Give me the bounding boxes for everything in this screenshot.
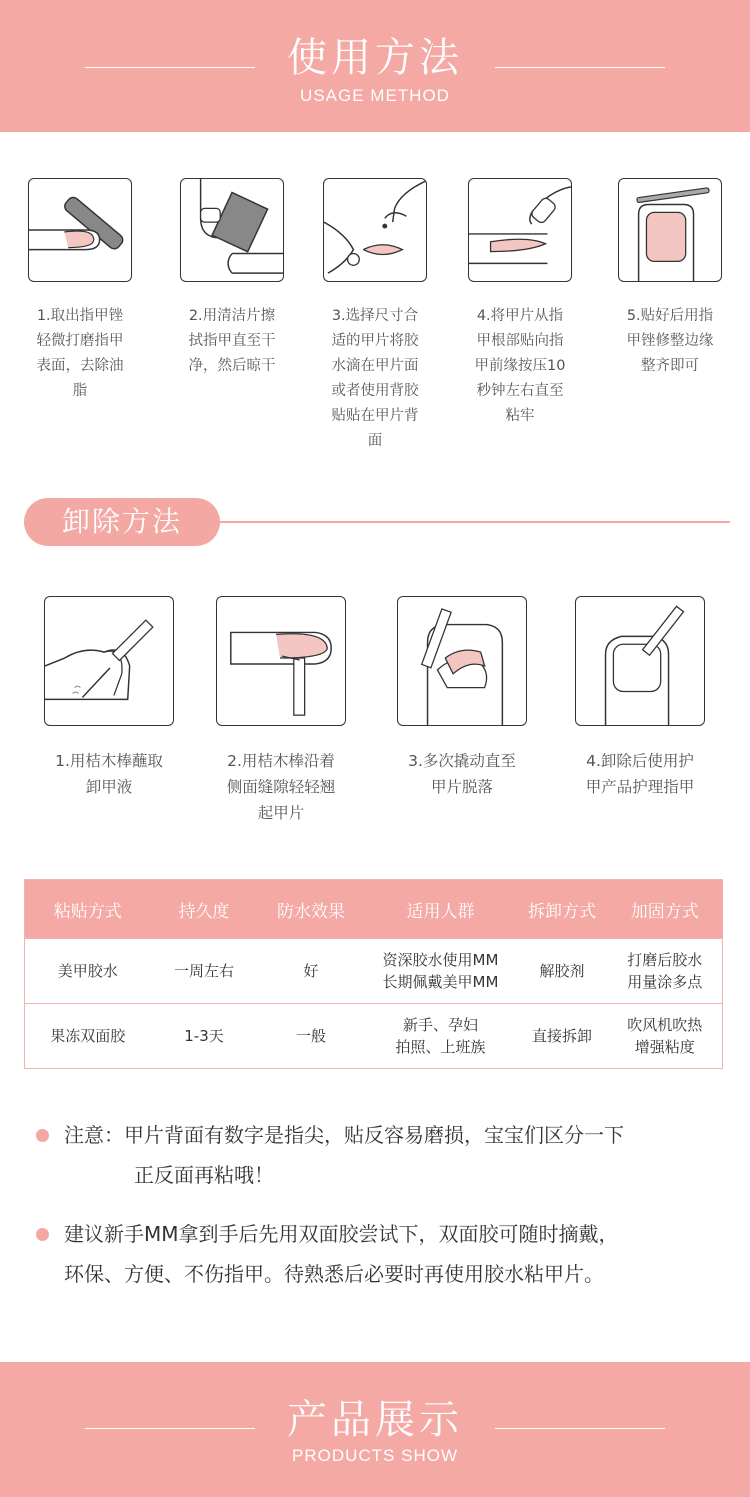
table-row (25, 939, 723, 1004)
trim-edge-icon (618, 178, 722, 282)
note-2-line-2: 环保、方便、不伤指甲。待熟悉后必要时再使用胶水粘甲片。 (64, 1262, 604, 1286)
text-line: 表面，去除油 (36, 358, 124, 374)
table-header-cell: 持久度 (151, 880, 258, 939)
text-line: 2.用清洁片擦 (188, 308, 276, 324)
cell-line: 打磨后胶水 (627, 951, 703, 969)
table-cell (608, 939, 723, 1004)
products-header-banner (0, 1362, 750, 1497)
table-header-cell: 防水效果 (258, 880, 365, 939)
cell-line: 一般 (295, 1027, 326, 1045)
text-line: 甲片脱落 (430, 778, 493, 796)
table-cell (151, 1004, 258, 1069)
text-line: 整齐即可 (641, 358, 699, 374)
cell-line: 新手、孕妇 (402, 1016, 478, 1034)
note-1-line-2: 正反面再粘哦！ (134, 1163, 274, 1187)
removal-step-1-text (29, 748, 189, 800)
bullet-dot-icon (36, 1228, 49, 1241)
comparison-table (24, 879, 723, 1069)
table-cell (25, 1004, 151, 1069)
pry-side-icon (216, 596, 346, 726)
table-cell (365, 1004, 517, 1069)
text-line: 秒钟左右直至 (476, 383, 564, 399)
usage-subtitle: USAGE METHOD (300, 86, 450, 105)
usage-step-2-text (170, 304, 294, 379)
usage-step-3-text (313, 304, 437, 454)
removal-title: 卸除方法 (24, 498, 220, 546)
cell-line: 解胶剂 (539, 962, 585, 980)
cell-line: 用量涂多点 (627, 973, 703, 991)
text-line: 4.卸除后使用护 (586, 752, 694, 770)
text-line: 甲产品护理指甲 (585, 778, 695, 796)
table-cell (151, 939, 258, 1004)
text-line: 水滴在甲片面 (331, 358, 419, 374)
cell-line: 增强粘度 (634, 1038, 695, 1056)
text-line: 1.用桔木棒蘸取 (55, 752, 163, 770)
table-row (25, 1004, 723, 1069)
text-line: 1.取出指甲锉 (36, 308, 124, 324)
glue-drop-icon (323, 178, 427, 282)
text-line: 甲根部贴向指 (476, 333, 564, 349)
text-line: 甲前缘按压10 (474, 358, 566, 374)
text-line: 甲锉修整边缘 (626, 333, 714, 349)
table-cell (365, 939, 517, 1004)
cell-line: 直接拆卸 (531, 1027, 592, 1045)
removal-divider (220, 521, 730, 523)
orange-stick-remover-icon (44, 596, 174, 726)
note-2 (36, 1214, 726, 1294)
cell-line: 一周左右 (173, 962, 234, 980)
text-line: 粘牢 (505, 408, 535, 424)
cell-line: 拍照、上班族 (395, 1038, 486, 1056)
products-title: 产品展示 (287, 1397, 463, 1443)
table-cell (608, 1004, 723, 1069)
usage-step-4-text (458, 304, 582, 429)
removal-step-4-text (560, 748, 720, 800)
table-cell (25, 939, 151, 1004)
cell-line: 吹风机吹热 (627, 1016, 703, 1034)
note-2-line-1: 建议新手MM拿到手后先用双面胶尝试下，双面胶可随时摘戴， (64, 1222, 619, 1246)
cell-line: 好 (303, 962, 319, 980)
text-line: 面 (367, 433, 383, 449)
text-line: 贴贴在甲片背 (331, 408, 419, 424)
text-line: 4.将甲片从指 (476, 308, 564, 324)
nail-file-buffing-icon (28, 178, 132, 282)
table-header-cell: 拆卸方式 (517, 880, 608, 939)
table-cell (258, 1004, 365, 1069)
text-line: 3.选择尺寸合 (331, 308, 419, 324)
press-nail-icon (468, 178, 572, 282)
table-header-row (25, 880, 723, 939)
text-line: 卸甲液 (85, 778, 133, 796)
cell-line: 果冻双面胶 (50, 1027, 126, 1045)
usage-header-banner (0, 0, 750, 132)
usage-title: 使用方法 (287, 35, 463, 81)
nail-care-icon (575, 596, 705, 726)
text-line: 3.多次撬动直至 (408, 752, 516, 770)
removal-step-3-text (382, 748, 542, 800)
cell-line: 长期佩戴美甲MM (382, 973, 499, 991)
cleaning-pad-icon (180, 178, 284, 282)
text-line: 侧面缝隙轻轻翘 (226, 778, 336, 796)
text-line: 5.贴好后用指 (626, 308, 714, 324)
cell-line: 美甲胶水 (57, 962, 118, 980)
text-line: 脂 (72, 383, 88, 399)
table-cell (517, 939, 608, 1004)
cell-line: 资深胶水使用MM (382, 951, 499, 969)
note-1 (36, 1115, 726, 1195)
products-subtitle: PRODUCTS SHOW (292, 1446, 458, 1465)
usage-step-1-text (18, 304, 142, 404)
table-header-cell: 粘贴方式 (25, 880, 151, 939)
text-line: 起甲片 (257, 804, 305, 822)
text-line: 适的甲片将胶 (331, 333, 419, 349)
cell-line: 1-3天 (184, 1027, 224, 1045)
table-header-cell: 加固方式 (608, 880, 723, 939)
removal-step-2-text (201, 748, 361, 826)
text-line: 拭指甲直至干 (188, 333, 276, 349)
table-cell (258, 939, 365, 1004)
usage-step-5-text (608, 304, 732, 379)
table-cell (517, 1004, 608, 1069)
text-line: 净，然后晾干 (188, 358, 276, 374)
text-line: 或者使用背胶 (331, 383, 419, 399)
text-line: 2.用桔木棒沿着 (227, 752, 335, 770)
table-header-cell: 适用人群 (365, 880, 517, 939)
bullet-dot-icon (36, 1129, 49, 1142)
lift-nail-icon (397, 596, 527, 726)
text-line: 轻微打磨指甲 (36, 333, 124, 349)
note-1-line-1: 注意：甲片背面有数字是指尖，贴反容易磨损，宝宝们区分一下 (64, 1123, 624, 1147)
